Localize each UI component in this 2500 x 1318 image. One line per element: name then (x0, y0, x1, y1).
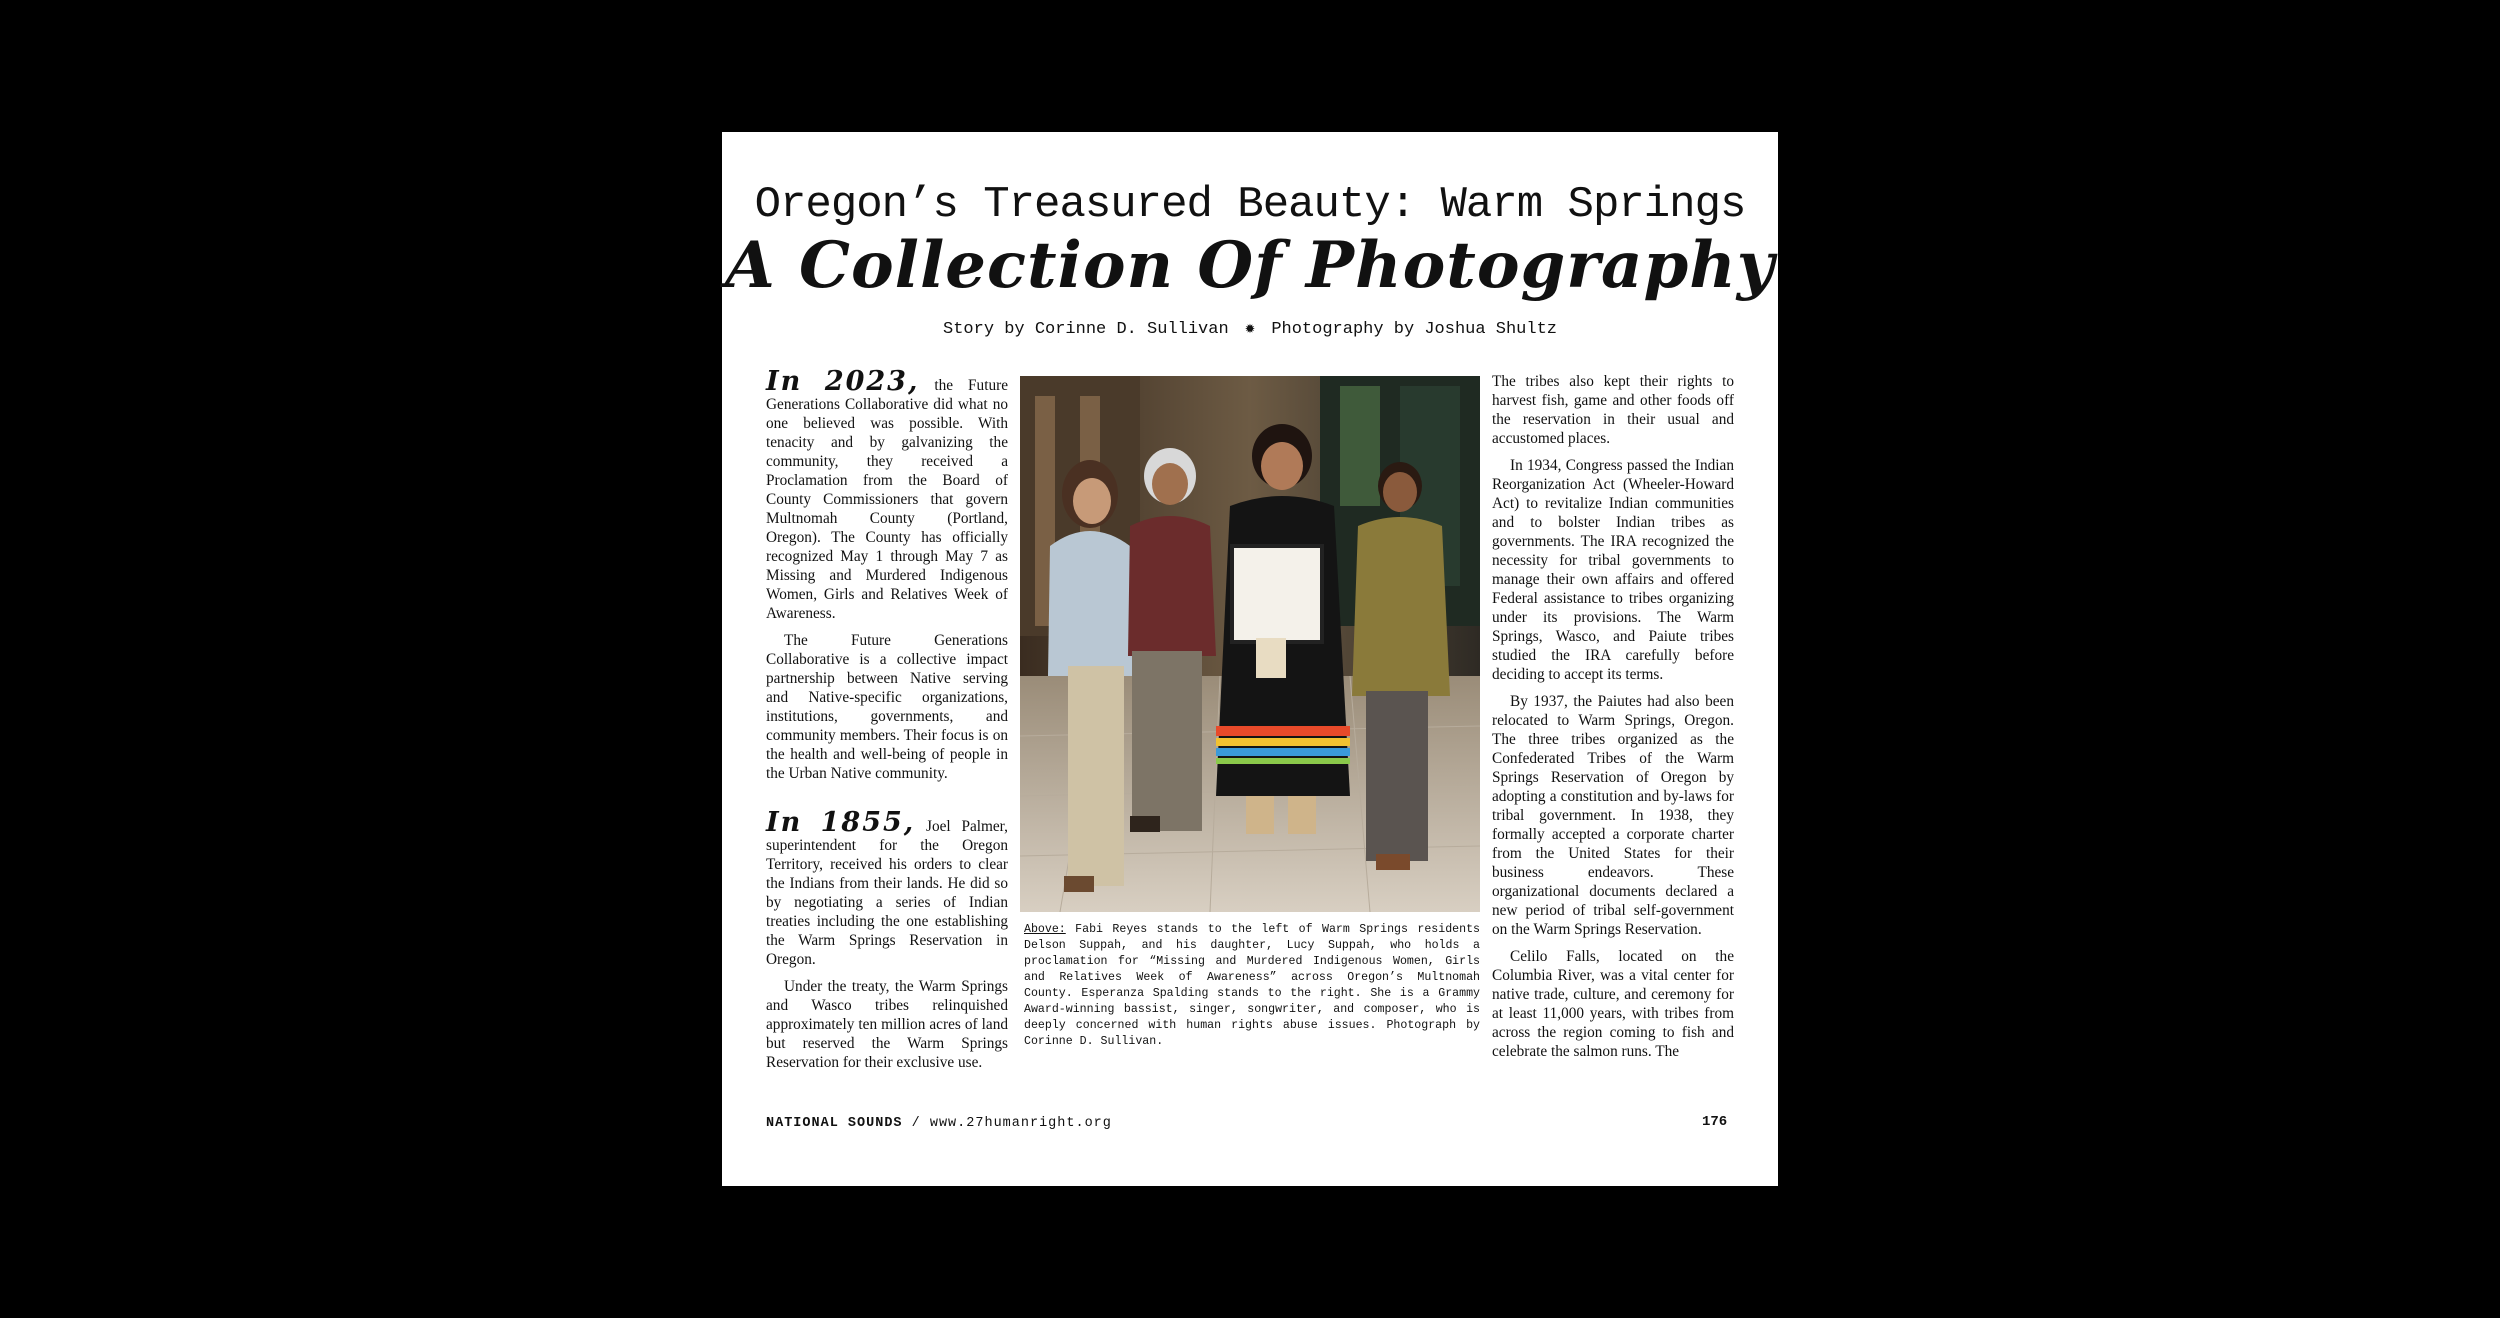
byline-photo: Photography by Joshua Shultz (1271, 320, 1557, 339)
lead-in: In 2023, (766, 366, 920, 397)
photo-caption (1024, 922, 1480, 1050)
publication-name: NATIONAL SOUNDS (766, 1116, 903, 1131)
paragraph: Celilo Falls, located on the Columbia River, was a vital center for native trade, culture, and ceremony for at least 11,000 years, with tribes from across the region coming to fish and celebrate the salmon runs. The (1492, 948, 1734, 1060)
paragraph-text: the Future Generations Collaborative did what no one believed was possible. With tenacity and by galvanizing the community, they received a Proclamation from the Board of County Commissioners that govern Multnomah County (Portland, Oregon). The County has officially recognized May 1 through May 7 as Missing and Murdered Indigenous Women, Girls and Relatives Week of Awareness. (766, 377, 1008, 622)
text-column-right (1492, 372, 1734, 1069)
footer-brand (766, 1116, 1112, 1131)
feature-photo (1020, 376, 1480, 912)
caption-label: Above: (1024, 923, 1066, 936)
photo-illustration (1020, 376, 1480, 912)
paragraph (766, 807, 1008, 969)
footer-separator: / (911, 1116, 921, 1131)
paragraph-text: Joel Palmer, superintendent for the Oregon Territory, received his orders to clear the Indians from their lands. He did so by negotiating a series of Indian treaties including the one establishing the Warm Springs Reservation in Oregon. (766, 818, 1008, 968)
paragraph: The Future Generations Collaborative is a collective impact partnership between Native serving and Native-specific organizations, institutions, governments, and community members. Their focus is on the health and well-being of people in the Urban Native community. (766, 632, 1008, 782)
byline-story: Story by Corinne D. Sullivan (943, 320, 1229, 339)
paragraph: The tribes also kept their rights to harvest fish, game and other foods off the reservation in their usual and accustomed places. (1492, 373, 1734, 447)
paragraph: In 1934, Congress passed the Indian Reorganization Act (Wheeler-Howard Act) to revitalize Indian communities and to bolster Indian tribes as governments. The IRA recognized the necessity for tribal governments to manage their own affairs and offered Federal assistance to tribes organizing under its provisions. The Warm Springs, Wasco, and Paiute tribes studied the IRA carefully before deciding to accept its terms. (1492, 457, 1734, 683)
lead-in: In 1855, (766, 807, 916, 838)
page-number: 176 (1702, 1114, 1728, 1130)
text-column-left (766, 366, 1008, 1080)
magazine-page (722, 132, 1778, 1186)
paragraph: By 1937, the Paiutes had also been relocated to Warm Springs, Oregon. The three tribes organized as the Confederated Tribes of the Warm Springs Reservation of Oregon by adopting a constitution and by-laws for tribal government. In 1938, they formally accepted a corporate charter from the United States for their business endeavors. These organizational documents declared a new period of tribal self-government on the Warm Springs Reservation. (1492, 693, 1734, 938)
paragraph: Under the treaty, the Warm Springs and Wasco tribes relinquished approximately ten million acres of land but reserved the Warm Springs Reservation for their exclusive use. (766, 978, 1008, 1071)
byline (722, 318, 1778, 339)
paragraph (766, 366, 1008, 623)
caption-text: Fabi Reyes stands to the left of Warm Springs residents Delson Suppah, and his daughter, Lucy Suppah, who holds a proclamation for “Missing and Murdered Indigenous Women, Girls and Relatives Week of Awareness” across Oregon’s Multnomah County. Esperanza Spalding stands to the right. She is a Grammy Award-winning bassist, singer, songwriter, and composer, who is deeply concerned with human rights abuse issues. Photograph by Corinne D. Sullivan. (1024, 923, 1480, 1048)
footer-url[interactable]: www.27humanright.org (929, 1116, 1112, 1131)
article-title: Oregon’s Treasured Beauty: Warm Springs (754, 180, 1746, 230)
star-separator-icon: ✹ (1244, 320, 1256, 339)
article-subtitle: A Collection Of Photography (725, 228, 1775, 303)
